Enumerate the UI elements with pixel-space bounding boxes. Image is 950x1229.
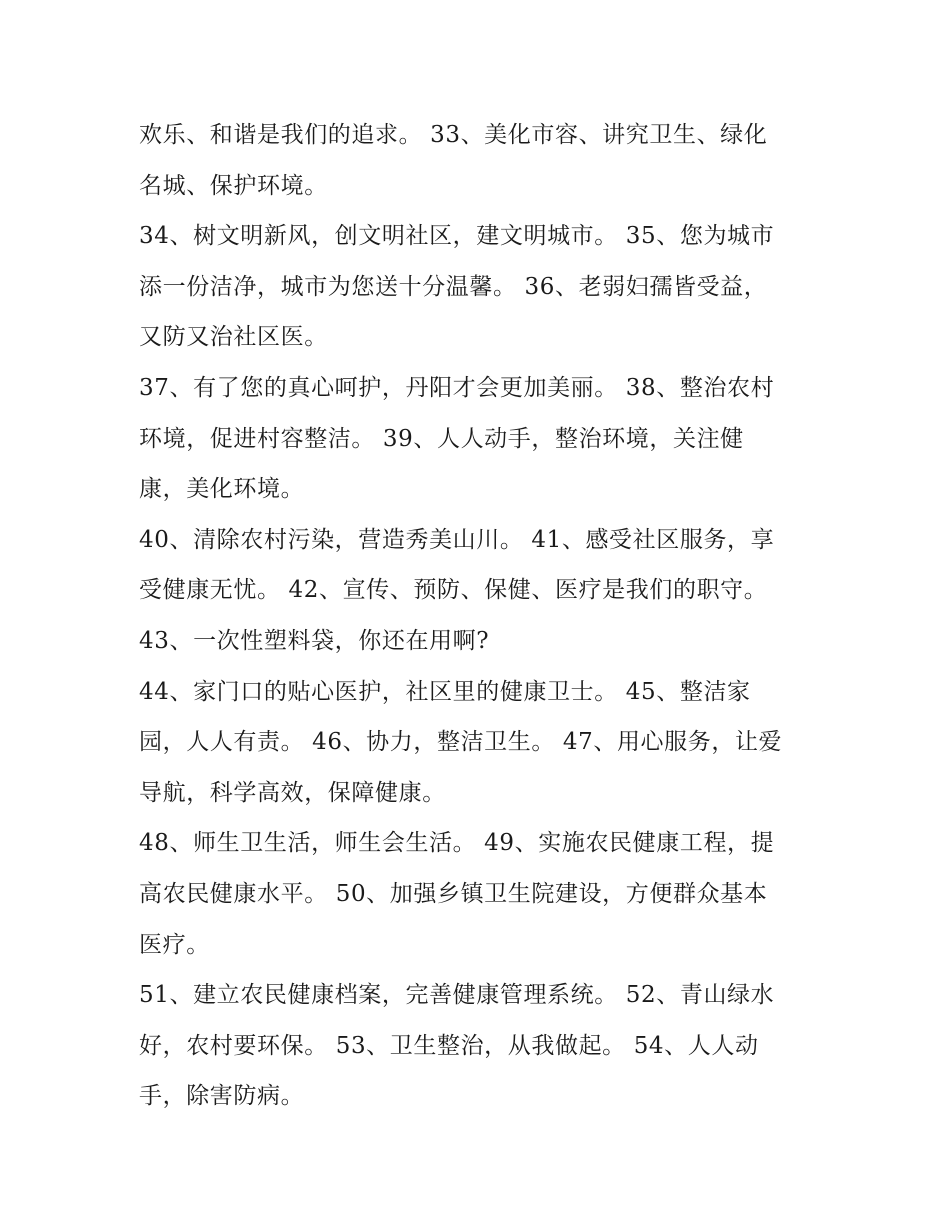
text-line: 受健康无忧。 42、宣传、预防、保健、医疗是我们的职守。 [139,577,768,604]
text-line: 添一份洁净，城市为您送十分温馨。 36、老弱妇孺皆受益， [139,273,768,300]
text-line: 51、建立农民健康档案，完善健康管理系统。 52、青山绿水 [139,982,775,1009]
text-line: 37、有了您的真心呵护，丹阳才会更加美丽。 38、整治农村 [139,374,775,401]
text-line: 好，农村要环保。 53、卫生整治，从我做起。 54、人人动 [139,1032,759,1059]
text-line: 48、师生卫生活，师生会生活。 49、实施农民健康工程，提 [139,830,775,857]
document-body [139,110,819,1122]
text-line: 医疗。 [139,931,210,958]
text-line: 欢乐、和谐是我们的追求。 33、美化市容、讲究卫生、绿化 [139,122,768,148]
text-line: 导航，科学高效，保障健康。 [139,779,446,806]
text-line: 40、清除农村污染，营造秀美山川。 41、感受社区服务，享 [139,526,775,553]
text-line: 环境，促进村容整洁。 39、人人动手，整治环境，关注健 [139,425,744,452]
text-line: 康，美化环境。 [139,476,305,503]
text-line: 43、一次性塑料袋，你还在用啊? [139,627,490,654]
text-line: 又防又治社区医。 [139,324,328,351]
text-line: 名城、保护环境。 [139,172,328,199]
text-line: 44、家门口的贴心医护，社区里的健康卫士。 45、整洁家 [139,678,751,705]
text-line: 手，除害防病。 [139,1083,305,1110]
text-line: 34、树文明新风，创文明社区，建文明城市。 35、您为城市 [139,223,775,250]
text-line: 高农民健康水平。 50、加强乡镇卫生院建设，方便群众基本 [139,880,768,907]
text-line: 园，人人有责。 46、协力，整洁卫生。 47、用心服务，让爱 [139,729,783,756]
